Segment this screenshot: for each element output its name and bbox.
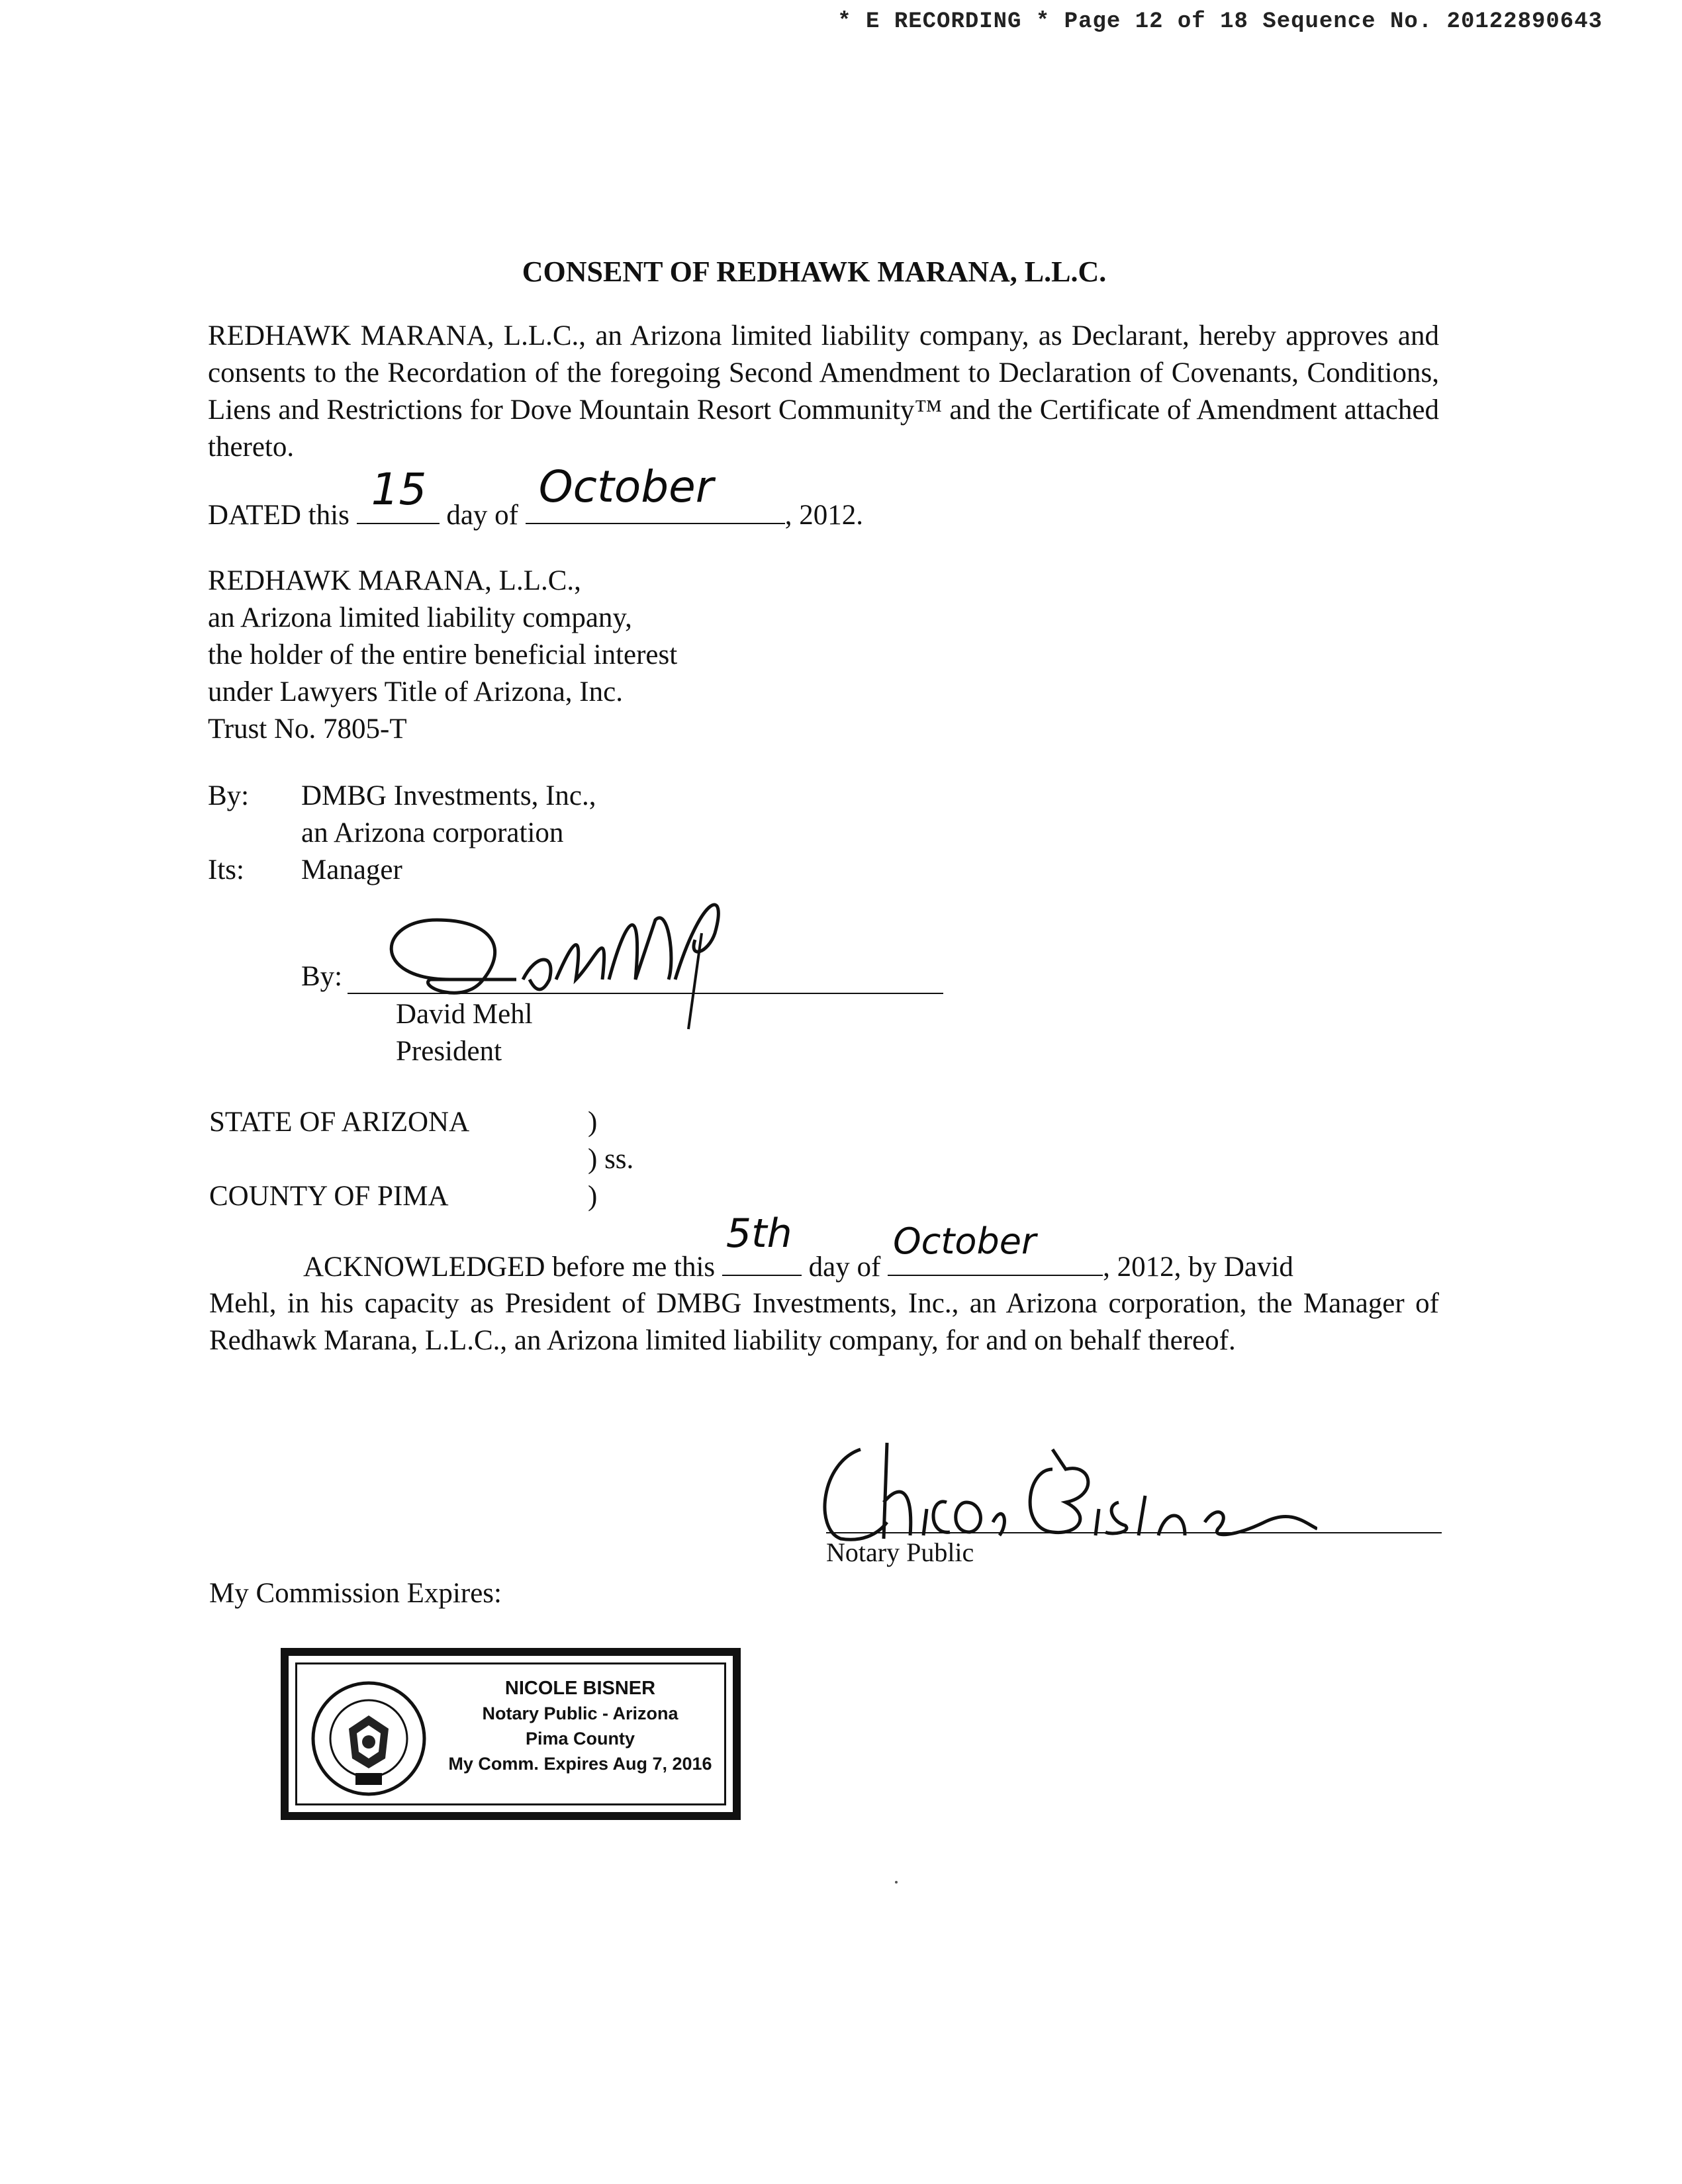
stamp-county: Pima County [525, 1729, 635, 1749]
company-line: REDHAWK MARANA, L.L.C., [208, 565, 581, 596]
ack-day-handwritten: 5th [725, 1210, 792, 1257]
ack-middle: day of [808, 1251, 881, 1283]
notary-label: Notary Public [826, 1537, 974, 1567]
stamp-expires: My Comm. Expires Aug 7, 2016 [448, 1754, 712, 1774]
notary-signature-line [826, 1532, 1442, 1533]
dated-month-field [526, 461, 785, 524]
venue-paren-bottom: ) [588, 1181, 598, 1212]
notary-stamp [281, 1648, 741, 1820]
dated-prefix: DATED this [208, 500, 350, 531]
signer-name: David Mehl [396, 999, 533, 1030]
dated-middle: day of [446, 500, 518, 531]
ack-day-field [722, 1210, 802, 1276]
commission-expires-label: My Commission Expires: [209, 1578, 502, 1609]
company-block [208, 563, 677, 748]
dated-line [208, 461, 863, 534]
recording-header: * E RECORDING * Page 12 of 18 Sequence No. 20122890643 [837, 9, 1603, 34]
acknowledgment-body: Mehl, in his capacity as President of DMBG Investments, Inc., an Arizona corporation, the Manager of Redhawk Marana, L.L.C., an Arizona limited liability company, for and on behalf thereof. [209, 1288, 1439, 1356]
venue-state: STATE OF ARIZONA [209, 1107, 470, 1138]
venue-paren-top: ) [588, 1107, 598, 1138]
by-line2: an Arizona corporation [301, 817, 564, 848]
scan-speck [895, 1881, 898, 1884]
acknowledgment-first-line [303, 1210, 1293, 1286]
its-value: Manager [301, 854, 402, 886]
stamp-title: Notary Public - Arizona [482, 1704, 678, 1723]
company-line: under Lawyers Title of Arizona, Inc. [208, 676, 623, 707]
by-line1: DMBG Investments, Inc., [301, 780, 596, 811]
signer-role: President [396, 1036, 502, 1067]
venue-ss: ) ss. [588, 1144, 634, 1175]
dated-suffix: , 2012. [784, 500, 863, 531]
signature-by-label: By: [301, 961, 343, 992]
notary-stamp-border [295, 1662, 726, 1805]
signature-line [348, 993, 943, 994]
ack-month-handwritten: October [893, 1220, 1037, 1262]
document-title: CONSENT OF REDHAWK MARANA, L.L.C. [522, 255, 1107, 288]
company-line: an Arizona limited liability company, [208, 602, 632, 633]
ack-suffix: , 2012, by David [1103, 1251, 1293, 1283]
dated-month-handwritten: October [538, 461, 714, 512]
dated-day-handwritten: 15 [371, 464, 427, 515]
venue-county: COUNTY OF PIMA [209, 1181, 449, 1212]
ack-prefix: ACKNOWLEDGED before me this [303, 1251, 716, 1283]
company-line: the holder of the entire beneficial interest [208, 639, 678, 670]
consent-paragraph: REDHAWK MARANA, L.L.C., an Arizona limited liability company, as Declarant, hereby approves and consents to the Recordation of the foregoing Second Amendment to Declaration of Covenants, Conditions, Liens and Restrictions for Dove Mountain Resort Community™ and the Certificate of Amendment attached thereto. [208, 320, 1439, 463]
arizona-seal-icon [309, 1679, 428, 1798]
ack-month-field [888, 1220, 1103, 1276]
company-line: Trust No. 7805-T [208, 713, 407, 745]
its-label: Its: [208, 854, 244, 886]
dated-day-field [357, 464, 440, 524]
stamp-name: NICOLE BISNER [504, 1678, 656, 1699]
by-label: By: [208, 780, 250, 811]
